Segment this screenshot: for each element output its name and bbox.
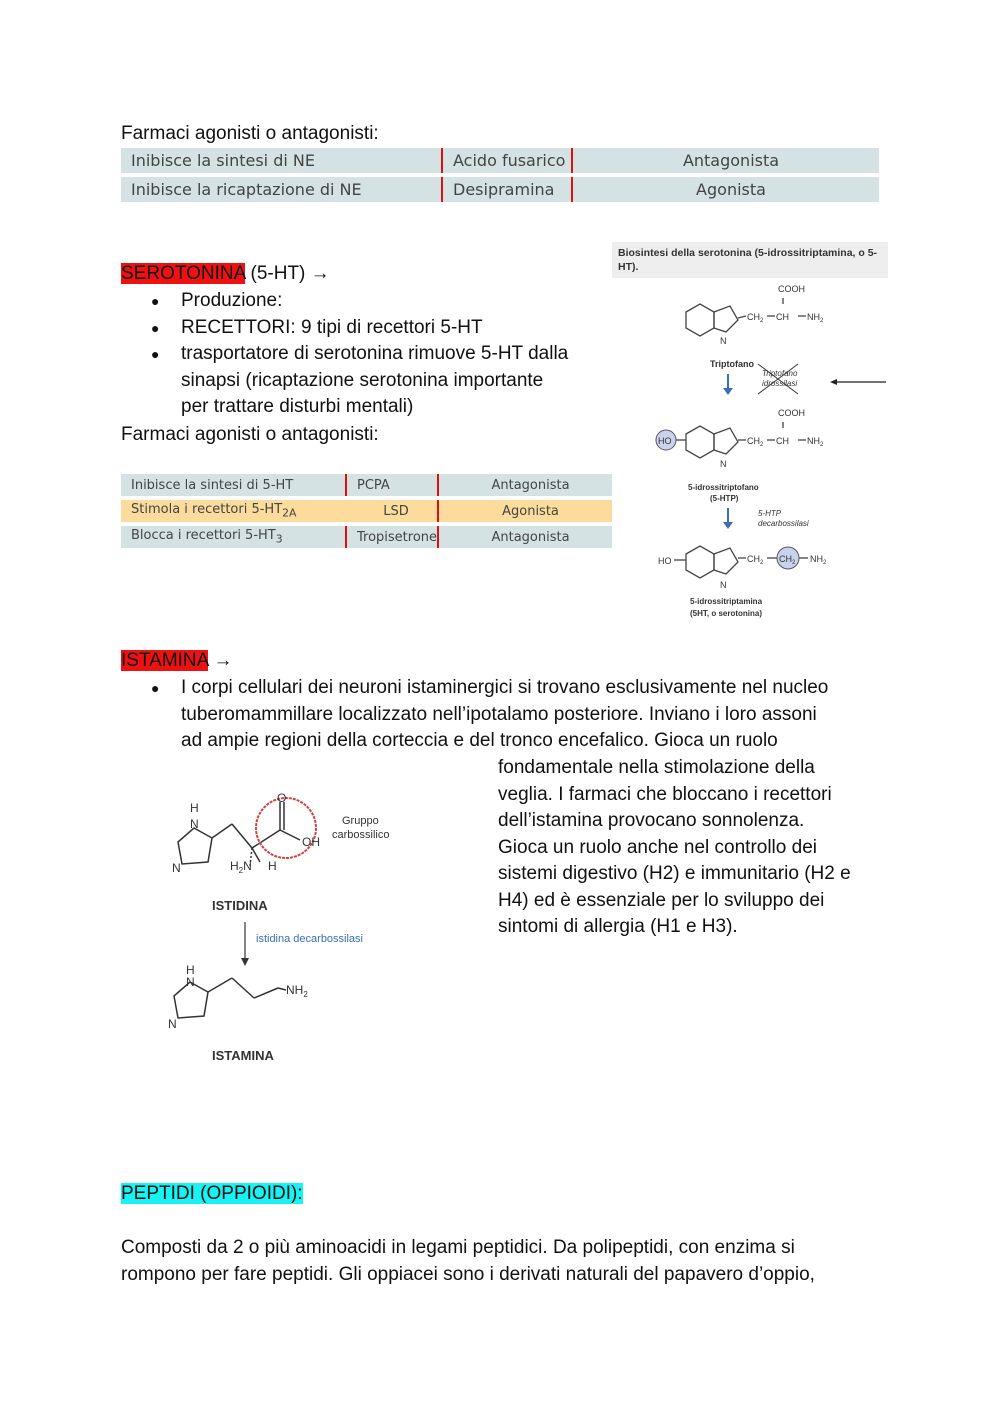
svg-text:COOH: COOH <box>778 284 805 294</box>
serotonin-biosynthesis-figure <box>612 242 888 628</box>
svg-text:N: N <box>720 336 727 346</box>
list-item: ● RECETTORI: 9 tipi di recettori 5-HT <box>121 315 568 342</box>
serotonina-title-suffix: (5-HT) → <box>245 263 330 284</box>
arrow-icon <box>723 388 733 395</box>
subscript: 2A <box>282 506 297 520</box>
table-cell: LSD <box>345 500 437 522</box>
table-cell: Antagonista <box>571 148 879 173</box>
ne-drugs-table <box>121 144 879 206</box>
svg-text:N: N <box>172 861 181 875</box>
istamina-title: ISTAMINA <box>121 650 209 671</box>
table-cell: Tropisetrone <box>345 526 437 548</box>
table-cell: Inibisce la sintesi di 5-HT <box>121 474 345 496</box>
svg-text:H: H <box>186 963 195 977</box>
paragraph-line: H4) ed è essenziale per lo sviluppo dei <box>498 889 825 911</box>
table-cell: Stimola i recettori $5-HT_{2A}$ <box>121 500 345 522</box>
list-item-line: I corpi cellulari dei neuroni istaminergici si trovano esclusivamente nel nucleo <box>181 677 829 698</box>
carboxyl-highlight-circle <box>256 798 316 858</box>
h2n-label: $H_2N$ <box>230 859 252 875</box>
paragraph-line: Composti da 2 o più aminoacidi in legami peptidici. Da polipeptidi, con enzima si <box>121 1237 795 1258</box>
pointer-arrow-icon <box>830 379 837 385</box>
table-cell: Agonista <box>571 177 879 202</box>
svg-text:N: N <box>168 1017 177 1031</box>
table-row <box>121 148 879 173</box>
table-cell: Inibisce la ricaptazione di NE <box>121 177 441 202</box>
nh2-label: $NH_2$ <box>810 554 827 566</box>
peptidi-title: PEPTIDI (OPPIOIDI): <box>121 1183 303 1204</box>
table-cell: Acido fusarico <box>441 148 571 173</box>
enzyme-label: idrossilasi <box>762 379 798 388</box>
peptidi-paragraph <box>121 1235 815 1288</box>
istamina-side-text <box>498 755 851 941</box>
table-cell: Antagonista <box>437 474 612 496</box>
table-cell: Inibisce la sintesi di NE <box>121 148 441 173</box>
table-cell: PCPA <box>345 474 437 496</box>
istamina-bullets <box>121 675 828 755</box>
svg-text:H: H <box>190 801 199 815</box>
list-item-line: ad ampie regioni della corteccia e del tronco encefalico. Gioca un ruolo <box>181 730 778 751</box>
figure-caption: Biosintesi della serotonina (5-idrossitriptamina, o 5- <box>618 247 878 259</box>
list-item-line: trasportatore di serotonina rimuove 5-HT dalla <box>181 343 569 364</box>
list-item: ● Produzione: <box>121 288 568 315</box>
serotonina-drugs-table <box>121 470 612 552</box>
enzyme-label: decarbossilasi <box>758 519 809 528</box>
nh2-label: $NH_2$ <box>807 312 824 324</box>
peptidi-heading <box>121 1181 303 1208</box>
table-cell: Antagonista <box>437 526 612 548</box>
ch2-label: $CH_2$ <box>747 554 764 566</box>
istamina-label: ISTAMINA <box>212 1048 274 1063</box>
svg-text:5-idrossitriptamina: 5-idrossitriptamina <box>690 597 763 606</box>
ne-drugs-intro: Farmaci agonisti o antagonisti: <box>121 123 379 144</box>
table-cell: Desipramina <box>441 177 571 202</box>
paragraph-line: veglia. I farmaci che bloccano i recettori <box>498 783 832 805</box>
list-item-line: sinapsi (ricaptazione serotonina importante <box>181 369 544 391</box>
svg-text:CH: CH <box>776 312 789 322</box>
svg-text:OH: OH <box>302 835 320 849</box>
figure-caption: HT). <box>618 261 639 273</box>
table-row <box>121 474 612 496</box>
svg-text:HO: HO <box>658 556 672 566</box>
istidina-label: ISTIDINA <box>212 898 268 913</box>
istamina-heading <box>121 648 233 675</box>
table-row <box>121 526 612 548</box>
svg-text:N: N <box>720 459 727 469</box>
subscript: 3 <box>275 532 283 546</box>
table-cell: Agonista <box>437 500 612 522</box>
table-row <box>121 177 879 202</box>
table-cell: Blocca i recettori $5-HT_3$ <box>121 526 345 548</box>
histamine-synthesis-figure <box>150 780 420 1070</box>
list-item <box>121 341 568 421</box>
list-item <box>121 675 828 755</box>
serotonina-drugs-intro: Farmaci agonisti o antagonisti: <box>121 424 379 445</box>
ch2-label: $CH_2$ <box>779 554 796 566</box>
svg-text:CH: CH <box>776 436 789 446</box>
svg-text:H: H <box>268 859 277 873</box>
list-item-line: per trattare disturbi mentali) <box>181 396 414 417</box>
tryptophan-label: Triptofano <box>710 359 754 369</box>
serotonina-bullets <box>121 288 568 421</box>
paragraph-line: sintomi di allergia (H1 e H3). <box>498 916 738 937</box>
serotonina-heading <box>121 261 330 288</box>
paragraph-line: fondamentale nella stimolazione della <box>498 757 815 778</box>
svg-text:N: N <box>720 580 727 590</box>
arrow-icon <box>723 522 733 529</box>
svg-text:COOH: COOH <box>778 408 805 418</box>
enzyme-label: istidina decarbossilasi <box>256 933 363 945</box>
svg-text:O: O <box>277 791 287 805</box>
table-row <box>121 500 612 522</box>
svg-text:N: N <box>190 817 199 831</box>
istamina-title-suffix: → <box>208 650 233 671</box>
svg-text:HO: HO <box>658 436 672 446</box>
serotonina-title: SEROTONINA <box>121 263 246 284</box>
enzyme-label: 5-HTP <box>758 509 782 518</box>
gruppo-label: Gruppo <box>342 815 379 827</box>
ch2-label: $CH_2$ <box>747 436 764 448</box>
list-item-line: tuberomammillare localizzato nell’ipotalamo posteriore. Inviano i loro assoni <box>181 703 817 725</box>
paragraph-line: Gioca un ruolo anche nel controllo dei <box>498 836 817 858</box>
svg-text:5-idrossitriptofano: 5-idrossitriptofano <box>688 483 759 492</box>
nh2-label: $NH_2$ <box>286 983 308 999</box>
paragraph-line: dell’istamina provocano sonnolenza. <box>498 810 805 831</box>
arrow-icon <box>241 958 249 966</box>
nh2-label: $NH_2$ <box>807 436 824 448</box>
svg-text:(5-HTP): (5-HTP) <box>710 494 739 503</box>
svg-text:(5HT, o serotonina): (5HT, o serotonina) <box>690 609 763 618</box>
paragraph-line: sistemi digestivo (H2) e immunitario (H2 e <box>498 863 851 884</box>
paragraph-line: rompono per fare peptidi. Gli oppiacei sono i derivati naturali del papavero d’oppio, <box>121 1263 815 1285</box>
ch2-label: $CH_2$ <box>747 312 764 324</box>
svg-text:N: N <box>186 975 195 989</box>
enzyme-label: Triptofano <box>762 369 798 378</box>
gruppo-label: carbossilico <box>332 829 390 841</box>
